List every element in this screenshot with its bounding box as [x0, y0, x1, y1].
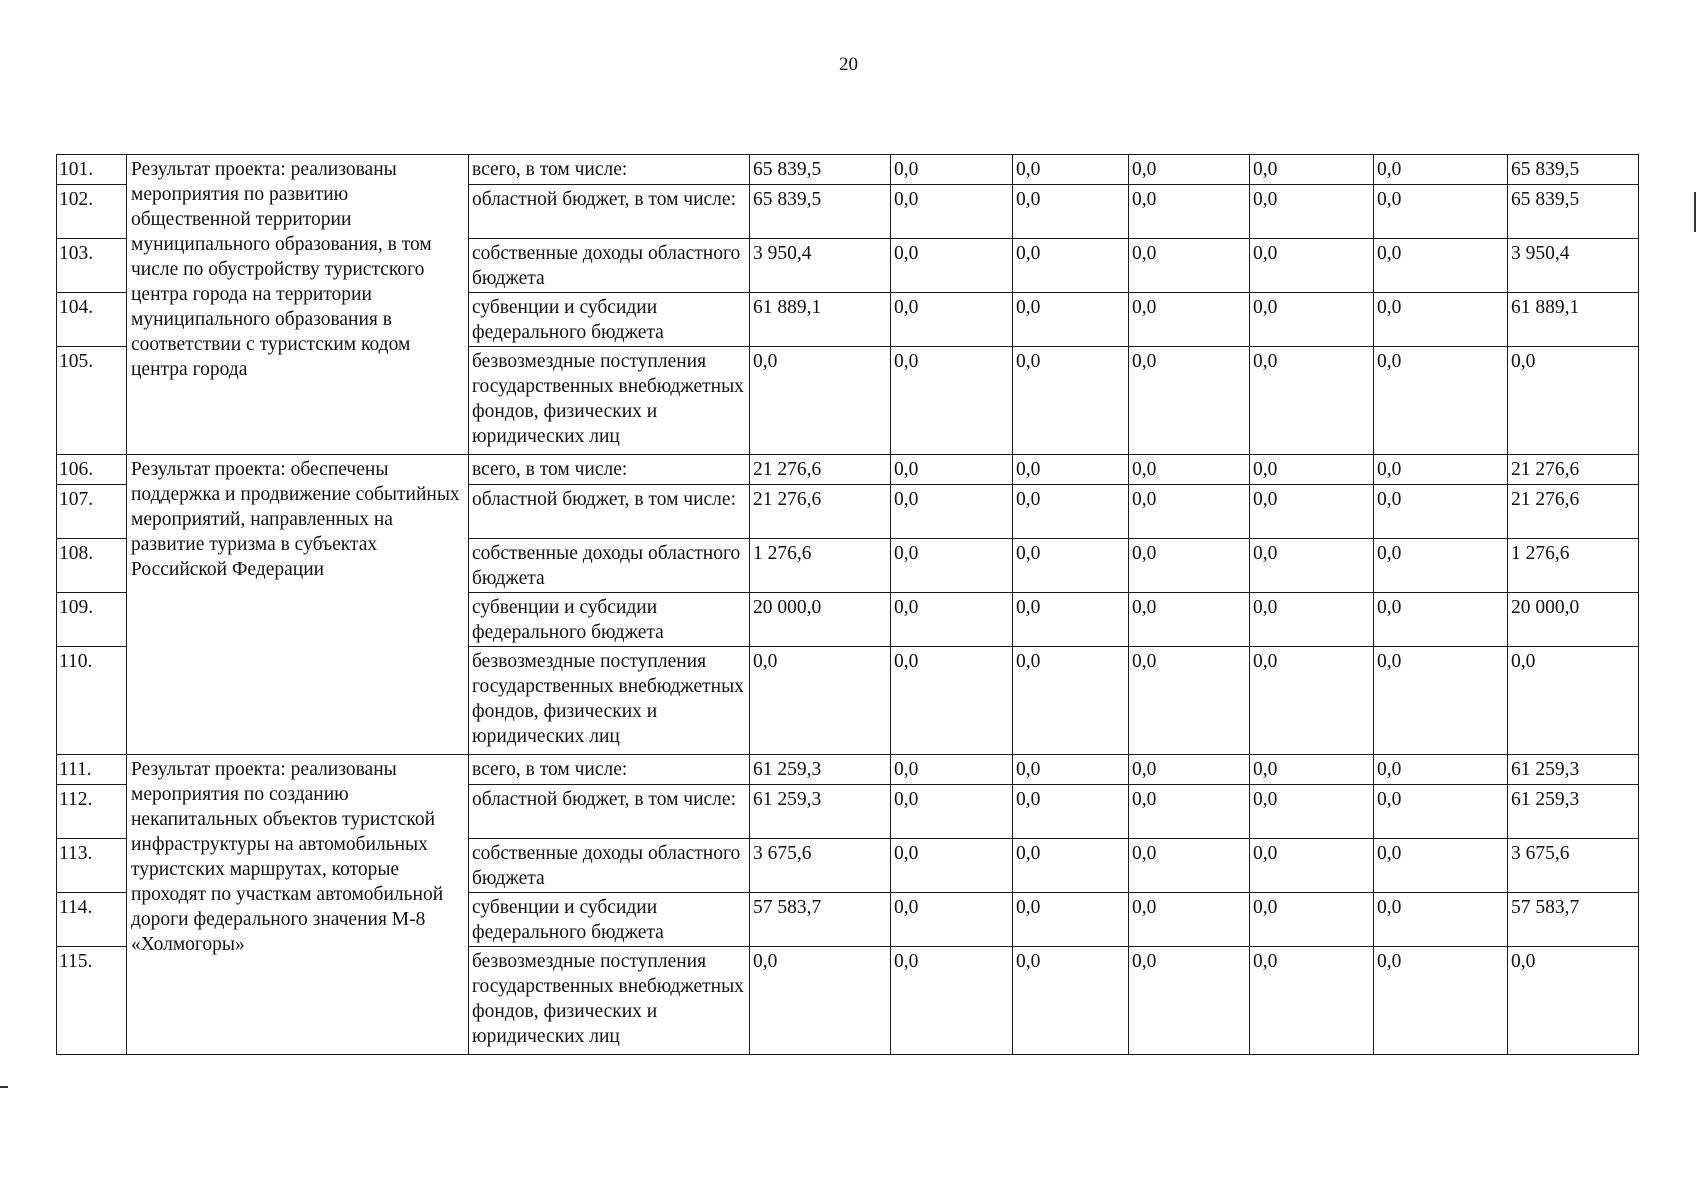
value-cell: 0,0: [1129, 755, 1250, 785]
value-cell: 0,0: [891, 185, 1013, 239]
project-result-description: Результат проекта: обеспечены поддержка и продвижение событийных мероприятий, направленных на развитие туризма в субъектах Российской Федерации: [127, 455, 469, 755]
funding-source-cell: всего, в том числе:: [469, 155, 750, 185]
value-cell: 0,0: [1250, 755, 1374, 785]
value-cell: 57 583,7: [750, 893, 891, 947]
value-cell: 0,0: [891, 293, 1013, 347]
total-value-cell: 20 000,0: [1508, 593, 1639, 647]
value-cell: 0,0: [1129, 485, 1250, 539]
value-cell: 0,0: [1250, 593, 1374, 647]
total-value-cell: 61 889,1: [1508, 293, 1639, 347]
value-cell: 0,0: [1013, 155, 1129, 185]
value-cell: 0,0: [1013, 839, 1129, 893]
value-cell: 0,0: [1013, 593, 1129, 647]
value-cell: 65 839,5: [750, 185, 891, 239]
row-number-cell: 111.: [57, 755, 127, 785]
value-cell: 0,0: [1250, 839, 1374, 893]
value-cell: 0,0: [891, 839, 1013, 893]
value-cell: 0,0: [891, 455, 1013, 485]
table-row: [57, 455, 1639, 485]
funding-source-cell: всего, в том числе:: [469, 455, 750, 485]
row-number-cell: 107.: [57, 485, 127, 539]
value-cell: 0,0: [1129, 647, 1250, 755]
value-cell: 0,0: [1250, 455, 1374, 485]
funding-source-cell: субвенции и субсидии федерального бюджета: [469, 293, 750, 347]
value-cell: 0,0: [750, 647, 891, 755]
value-cell: 0,0: [1250, 293, 1374, 347]
budget-table: [56, 154, 1639, 1055]
table-row: [57, 155, 1639, 185]
funding-source-cell: областной бюджет, в том числе:: [469, 185, 750, 239]
funding-source-cell: всего, в том числе:: [469, 755, 750, 785]
value-cell: 0,0: [1013, 647, 1129, 755]
value-cell: 0,0: [1374, 947, 1508, 1055]
value-cell: 3 675,6: [750, 839, 891, 893]
value-cell: 0,0: [1250, 239, 1374, 293]
value-cell: 0,0: [1013, 455, 1129, 485]
value-cell: 0,0: [1129, 239, 1250, 293]
funding-source-cell: безвозмездные поступления государственных внебюджетных фондов, физических и юридических лиц: [469, 647, 750, 755]
value-cell: 0,0: [1374, 539, 1508, 593]
value-cell: 61 259,3: [750, 785, 891, 839]
value-cell: 0,0: [1129, 185, 1250, 239]
value-cell: 0,0: [1013, 947, 1129, 1055]
value-cell: 61 889,1: [750, 293, 891, 347]
value-cell: 0,0: [1374, 155, 1508, 185]
value-cell: 0,0: [750, 947, 891, 1055]
value-cell: 0,0: [1013, 785, 1129, 839]
value-cell: 0,0: [1013, 185, 1129, 239]
total-value-cell: 1 276,6: [1508, 539, 1639, 593]
row-number-cell: 102.: [57, 185, 127, 239]
total-value-cell: 0,0: [1508, 947, 1639, 1055]
value-cell: 0,0: [891, 755, 1013, 785]
row-number-cell: 109.: [57, 593, 127, 647]
project-result-description: Результат проекта: реализованы мероприятия по созданию некапитальных объектов туристской инфраструктуры на автомобильных туристских маршрутах, которые проходят по участкам автомобильной дороги федерального значения М-8 «Холмогоры»: [127, 755, 469, 1055]
row-number-cell: 114.: [57, 893, 127, 947]
value-cell: 0,0: [1129, 539, 1250, 593]
value-cell: 0,0: [1374, 593, 1508, 647]
total-value-cell: 3 675,6: [1508, 839, 1639, 893]
value-cell: 20 000,0: [750, 593, 891, 647]
total-value-cell: 61 259,3: [1508, 755, 1639, 785]
page-number: 20: [839, 54, 858, 75]
value-cell: 0,0: [750, 347, 891, 455]
row-number-cell: 110.: [57, 647, 127, 755]
funding-source-cell: безвозмездные поступления государственных внебюджетных фондов, физических и юридических лиц: [469, 947, 750, 1055]
funding-source-cell: областной бюджет, в том числе:: [469, 785, 750, 839]
value-cell: 0,0: [1129, 893, 1250, 947]
row-number-cell: 115.: [57, 947, 127, 1055]
value-cell: 0,0: [891, 539, 1013, 593]
row-number-cell: 103.: [57, 239, 127, 293]
row-number-cell: 104.: [57, 293, 127, 347]
right-edge-mark: [1694, 192, 1696, 232]
value-cell: 0,0: [891, 593, 1013, 647]
total-value-cell: 0,0: [1508, 647, 1639, 755]
total-value-cell: 0,0: [1508, 347, 1639, 455]
value-cell: 0,0: [1374, 839, 1508, 893]
value-cell: 0,0: [1129, 455, 1250, 485]
funding-source-cell: собственные доходы областного бюджета: [469, 539, 750, 593]
value-cell: 0,0: [891, 347, 1013, 455]
row-number-cell: 112.: [57, 785, 127, 839]
value-cell: 0,0: [891, 239, 1013, 293]
value-cell: 0,0: [1250, 785, 1374, 839]
funding-source-cell: субвенции и субсидии федерального бюджета: [469, 593, 750, 647]
value-cell: 21 276,6: [750, 485, 891, 539]
value-cell: 0,0: [1013, 485, 1129, 539]
value-cell: 0,0: [1250, 893, 1374, 947]
value-cell: 0,0: [1129, 839, 1250, 893]
value-cell: 0,0: [891, 155, 1013, 185]
value-cell: 0,0: [1129, 293, 1250, 347]
value-cell: 0,0: [1374, 785, 1508, 839]
row-number-cell: 105.: [57, 347, 127, 455]
value-cell: 0,0: [1374, 893, 1508, 947]
total-value-cell: 65 839,5: [1508, 185, 1639, 239]
value-cell: 0,0: [891, 485, 1013, 539]
value-cell: 0,0: [1013, 347, 1129, 455]
value-cell: 1 276,6: [750, 539, 891, 593]
funding-source-cell: собственные доходы областного бюджета: [469, 839, 750, 893]
value-cell: 0,0: [1374, 755, 1508, 785]
value-cell: 0,0: [1250, 155, 1374, 185]
funding-source-cell: безвозмездные поступления государственных внебюджетных фондов, физических и юридических лиц: [469, 347, 750, 455]
project-result-description: Результат проекта: реализованы мероприятия по развитию общественной территории муниципального образования, в том числе по обустройству туристского центра города на территории муниципального образования в соответствии с туристским кодом центра города: [127, 155, 469, 455]
value-cell: 0,0: [1129, 155, 1250, 185]
total-value-cell: 21 276,6: [1508, 455, 1639, 485]
value-cell: 0,0: [1250, 347, 1374, 455]
value-cell: 0,0: [1374, 347, 1508, 455]
value-cell: 0,0: [1129, 347, 1250, 455]
total-value-cell: 65 839,5: [1508, 155, 1639, 185]
value-cell: 0,0: [1129, 947, 1250, 1055]
value-cell: 0,0: [891, 785, 1013, 839]
row-number-cell: 113.: [57, 839, 127, 893]
value-cell: 0,0: [1013, 293, 1129, 347]
value-cell: 0,0: [891, 647, 1013, 755]
total-value-cell: 57 583,7: [1508, 893, 1639, 947]
value-cell: 0,0: [1129, 593, 1250, 647]
value-cell: 0,0: [1013, 539, 1129, 593]
table-row: [57, 755, 1639, 785]
funding-source-cell: областной бюджет, в том числе:: [469, 485, 750, 539]
value-cell: 0,0: [1374, 647, 1508, 755]
value-cell: 0,0: [1374, 485, 1508, 539]
row-number-cell: 106.: [57, 455, 127, 485]
value-cell: 0,0: [1374, 455, 1508, 485]
value-cell: 0,0: [1013, 893, 1129, 947]
value-cell: 0,0: [1129, 785, 1250, 839]
value-cell: 0,0: [1250, 947, 1374, 1055]
funding-source-cell: субвенции и субсидии федерального бюджета: [469, 893, 750, 947]
value-cell: 0,0: [1013, 239, 1129, 293]
left-edge-mark: [0, 1086, 8, 1088]
value-cell: 0,0: [1374, 239, 1508, 293]
value-cell: 0,0: [1374, 293, 1508, 347]
row-number-cell: 101.: [57, 155, 127, 185]
funding-source-cell: собственные доходы областного бюджета: [469, 239, 750, 293]
value-cell: 0,0: [1013, 755, 1129, 785]
total-value-cell: 61 259,3: [1508, 785, 1639, 839]
value-cell: 0,0: [1374, 185, 1508, 239]
value-cell: 65 839,5: [750, 155, 891, 185]
value-cell: 0,0: [891, 893, 1013, 947]
row-number-cell: 108.: [57, 539, 127, 593]
total-value-cell: 21 276,6: [1508, 485, 1639, 539]
value-cell: 3 950,4: [750, 239, 891, 293]
value-cell: 0,0: [891, 947, 1013, 1055]
value-cell: 0,0: [1250, 185, 1374, 239]
value-cell: 0,0: [1250, 647, 1374, 755]
value-cell: 0,0: [1250, 485, 1374, 539]
value-cell: 21 276,6: [750, 455, 891, 485]
value-cell: 0,0: [1250, 539, 1374, 593]
value-cell: 61 259,3: [750, 755, 891, 785]
total-value-cell: 3 950,4: [1508, 239, 1639, 293]
